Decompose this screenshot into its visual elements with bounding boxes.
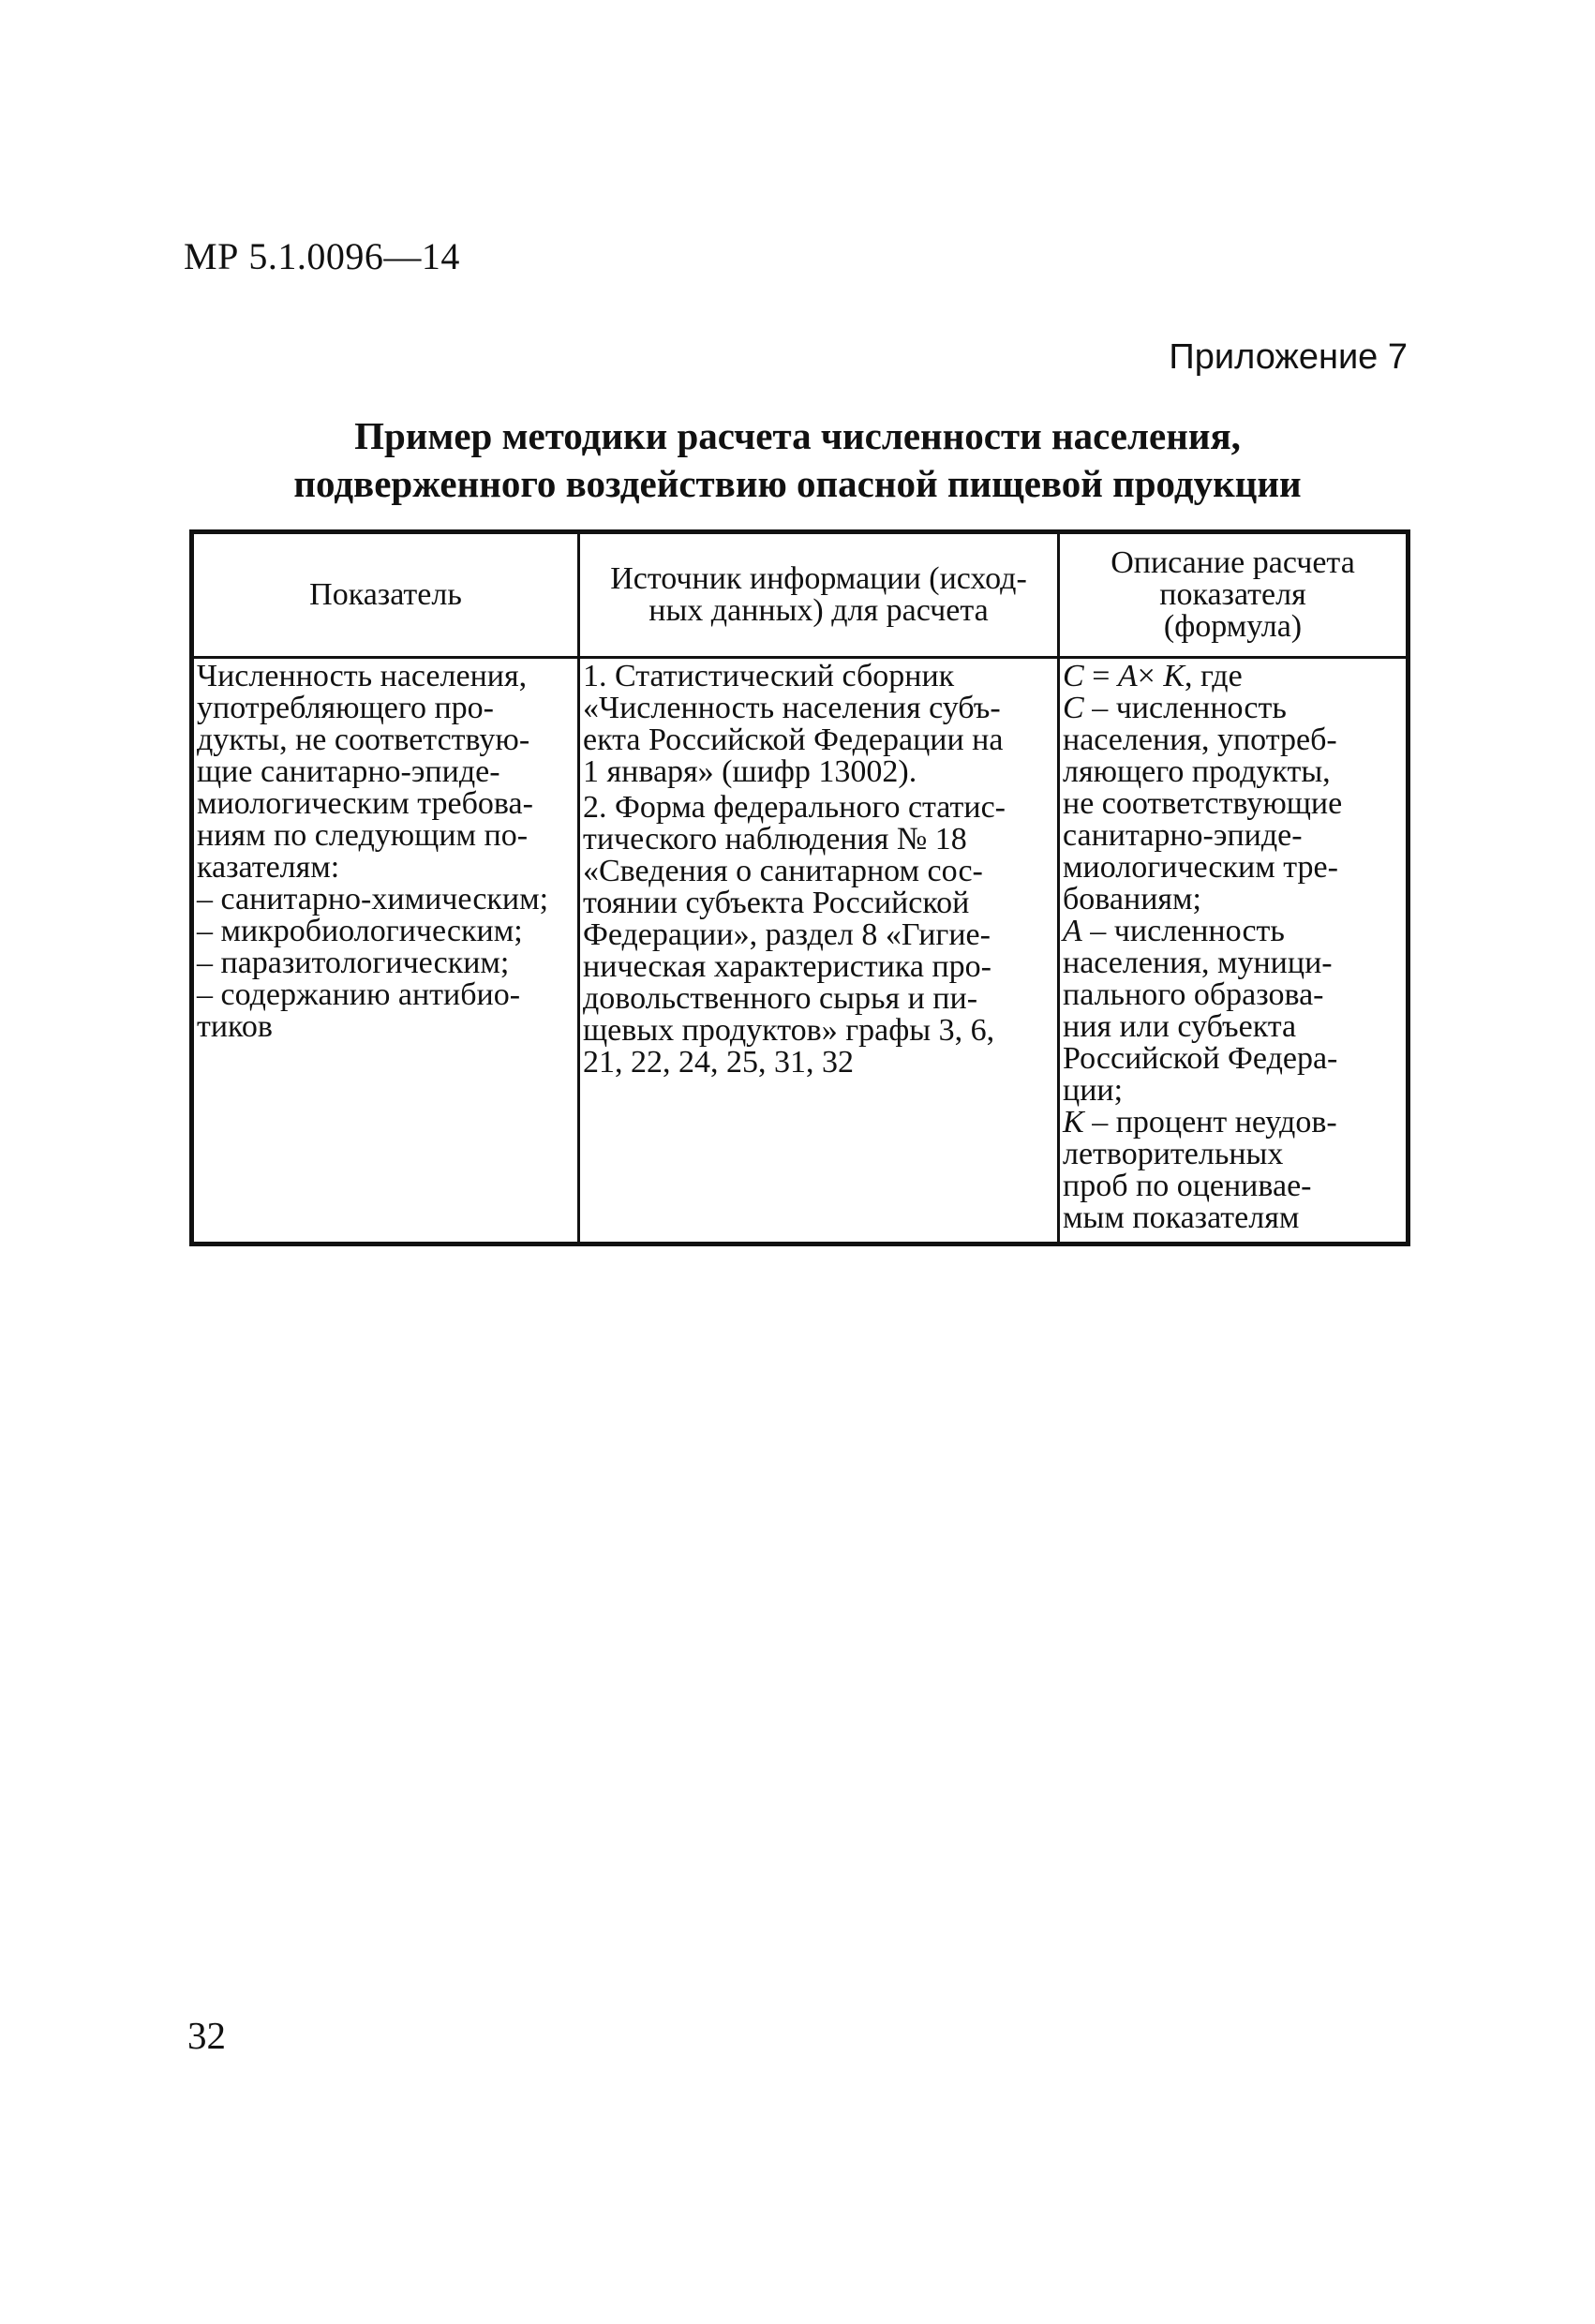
page-title [187, 412, 1408, 508]
title-line-2: подверженного воздействию опасной пищевой продукции [293, 462, 1302, 505]
indicator-line: казателям: [197, 850, 340, 885]
definition-line: миологическим тре- [1063, 850, 1338, 885]
source-item-1 [583, 661, 1054, 788]
indicator-line: – содержанию антибио- [197, 977, 521, 1012]
formula-equals: = [1083, 659, 1118, 693]
source-line: щевых продуктов» графы 3, 6, [583, 1013, 995, 1048]
indicator-line: употребляющего про- [197, 691, 494, 725]
source-line: Федерации», раздел 8 «Гигие- [583, 917, 991, 952]
source-line: екта Российской Федерации на [583, 723, 1004, 757]
var-a: A [1063, 914, 1082, 948]
source-line: тического наблюдения № 18 [583, 822, 967, 857]
definition-line: – численность [1083, 691, 1287, 725]
definition-line: ния или субъекта [1063, 1009, 1297, 1044]
indicator-line: тиков [197, 1009, 273, 1044]
indicator-line: Численность населения, [197, 659, 528, 693]
source-line: тоянии субъекта Российской [583, 886, 970, 920]
indicator-line: дукты, не соответствую- [197, 723, 530, 757]
source-line: 1 января» (шифр 13002). [583, 754, 917, 789]
source-line: «Сведения о санитарном сос- [583, 854, 983, 888]
indicator-line: – паразитологическим; [197, 946, 510, 980]
source-line: довольственного сырья и пи- [583, 981, 978, 1016]
source-line: 2. Форма федерального статис- [583, 790, 1006, 825]
calculation-table [189, 529, 1410, 1246]
header-description [1059, 532, 1409, 658]
definition-line: Российской Федера- [1063, 1041, 1338, 1076]
definition-line: бованиям; [1063, 882, 1201, 916]
definition-line: летворительных [1063, 1137, 1284, 1171]
source-line: ническая характеристика про- [583, 949, 991, 984]
document-code: МР 5.1.0096—14 [184, 235, 460, 277]
source-line: «Численность населения субъ- [583, 691, 1001, 725]
formula-line [1063, 661, 1403, 693]
table-header-row [192, 532, 1409, 658]
source-item-2 [583, 792, 1054, 1079]
var-c: C [1063, 691, 1084, 725]
definition-line: ляющего продукты, [1063, 754, 1331, 789]
source-line: 21, 22, 24, 25, 31, 32 [583, 1045, 854, 1080]
definition-line: ции; [1063, 1073, 1124, 1108]
header-source-line: Источник информации (исход- [610, 561, 1027, 596]
var-k: K [1063, 1105, 1084, 1140]
header-description-line: Описание расчета [1111, 545, 1355, 580]
definition-k [1063, 1107, 1403, 1139]
header-source-line: ных данных) для расчета [648, 593, 989, 628]
indicator-line: – санитарно-химическим; [197, 882, 549, 916]
source-line: 1. Статистический сборник [583, 659, 955, 693]
appendix-label: Приложение 7 [1169, 337, 1408, 377]
definition-line: населения, муници- [1063, 946, 1333, 980]
title-line-1: Пример методики расчета численности населения, [354, 414, 1241, 457]
definition-line: мым показателям [1063, 1200, 1300, 1235]
description-cell [1059, 658, 1409, 1244]
indicator-line: – микробиологическим; [197, 914, 523, 948]
table-row [192, 658, 1409, 1244]
definition-a [1063, 916, 1403, 947]
definition-line: не соответствующие [1063, 786, 1343, 821]
definition-c [1063, 693, 1403, 724]
header-indicator-text: Показатель [309, 577, 462, 612]
indicator-line: миологическим требова- [197, 786, 533, 821]
definition-line: – процент неудов- [1083, 1105, 1337, 1140]
source-cell [579, 658, 1059, 1244]
header-description-line: (формула) [1163, 609, 1303, 644]
indicator-cell [192, 658, 579, 1244]
header-description-line: показателя [1159, 577, 1306, 612]
formula-var-a: A [1117, 659, 1138, 693]
page-number: 32 [187, 2014, 226, 2057]
formula-var-c: C [1063, 659, 1084, 693]
formula-var-k: K [1163, 659, 1185, 693]
definition-line: проб по оценивае- [1063, 1169, 1312, 1203]
formula-times: × [1137, 659, 1164, 693]
definition-line: пального образова- [1063, 977, 1324, 1012]
definition-line: – численность [1081, 914, 1285, 948]
definition-line: санитарно-эпиде- [1063, 818, 1303, 853]
definition-line: населения, употреб- [1063, 723, 1337, 757]
formula-where: , где [1185, 659, 1243, 693]
header-indicator [192, 532, 579, 658]
indicator-line: щие санитарно-эпиде- [197, 754, 500, 789]
indicator-line: ниям по следующим по- [197, 818, 529, 853]
header-source [579, 532, 1059, 658]
